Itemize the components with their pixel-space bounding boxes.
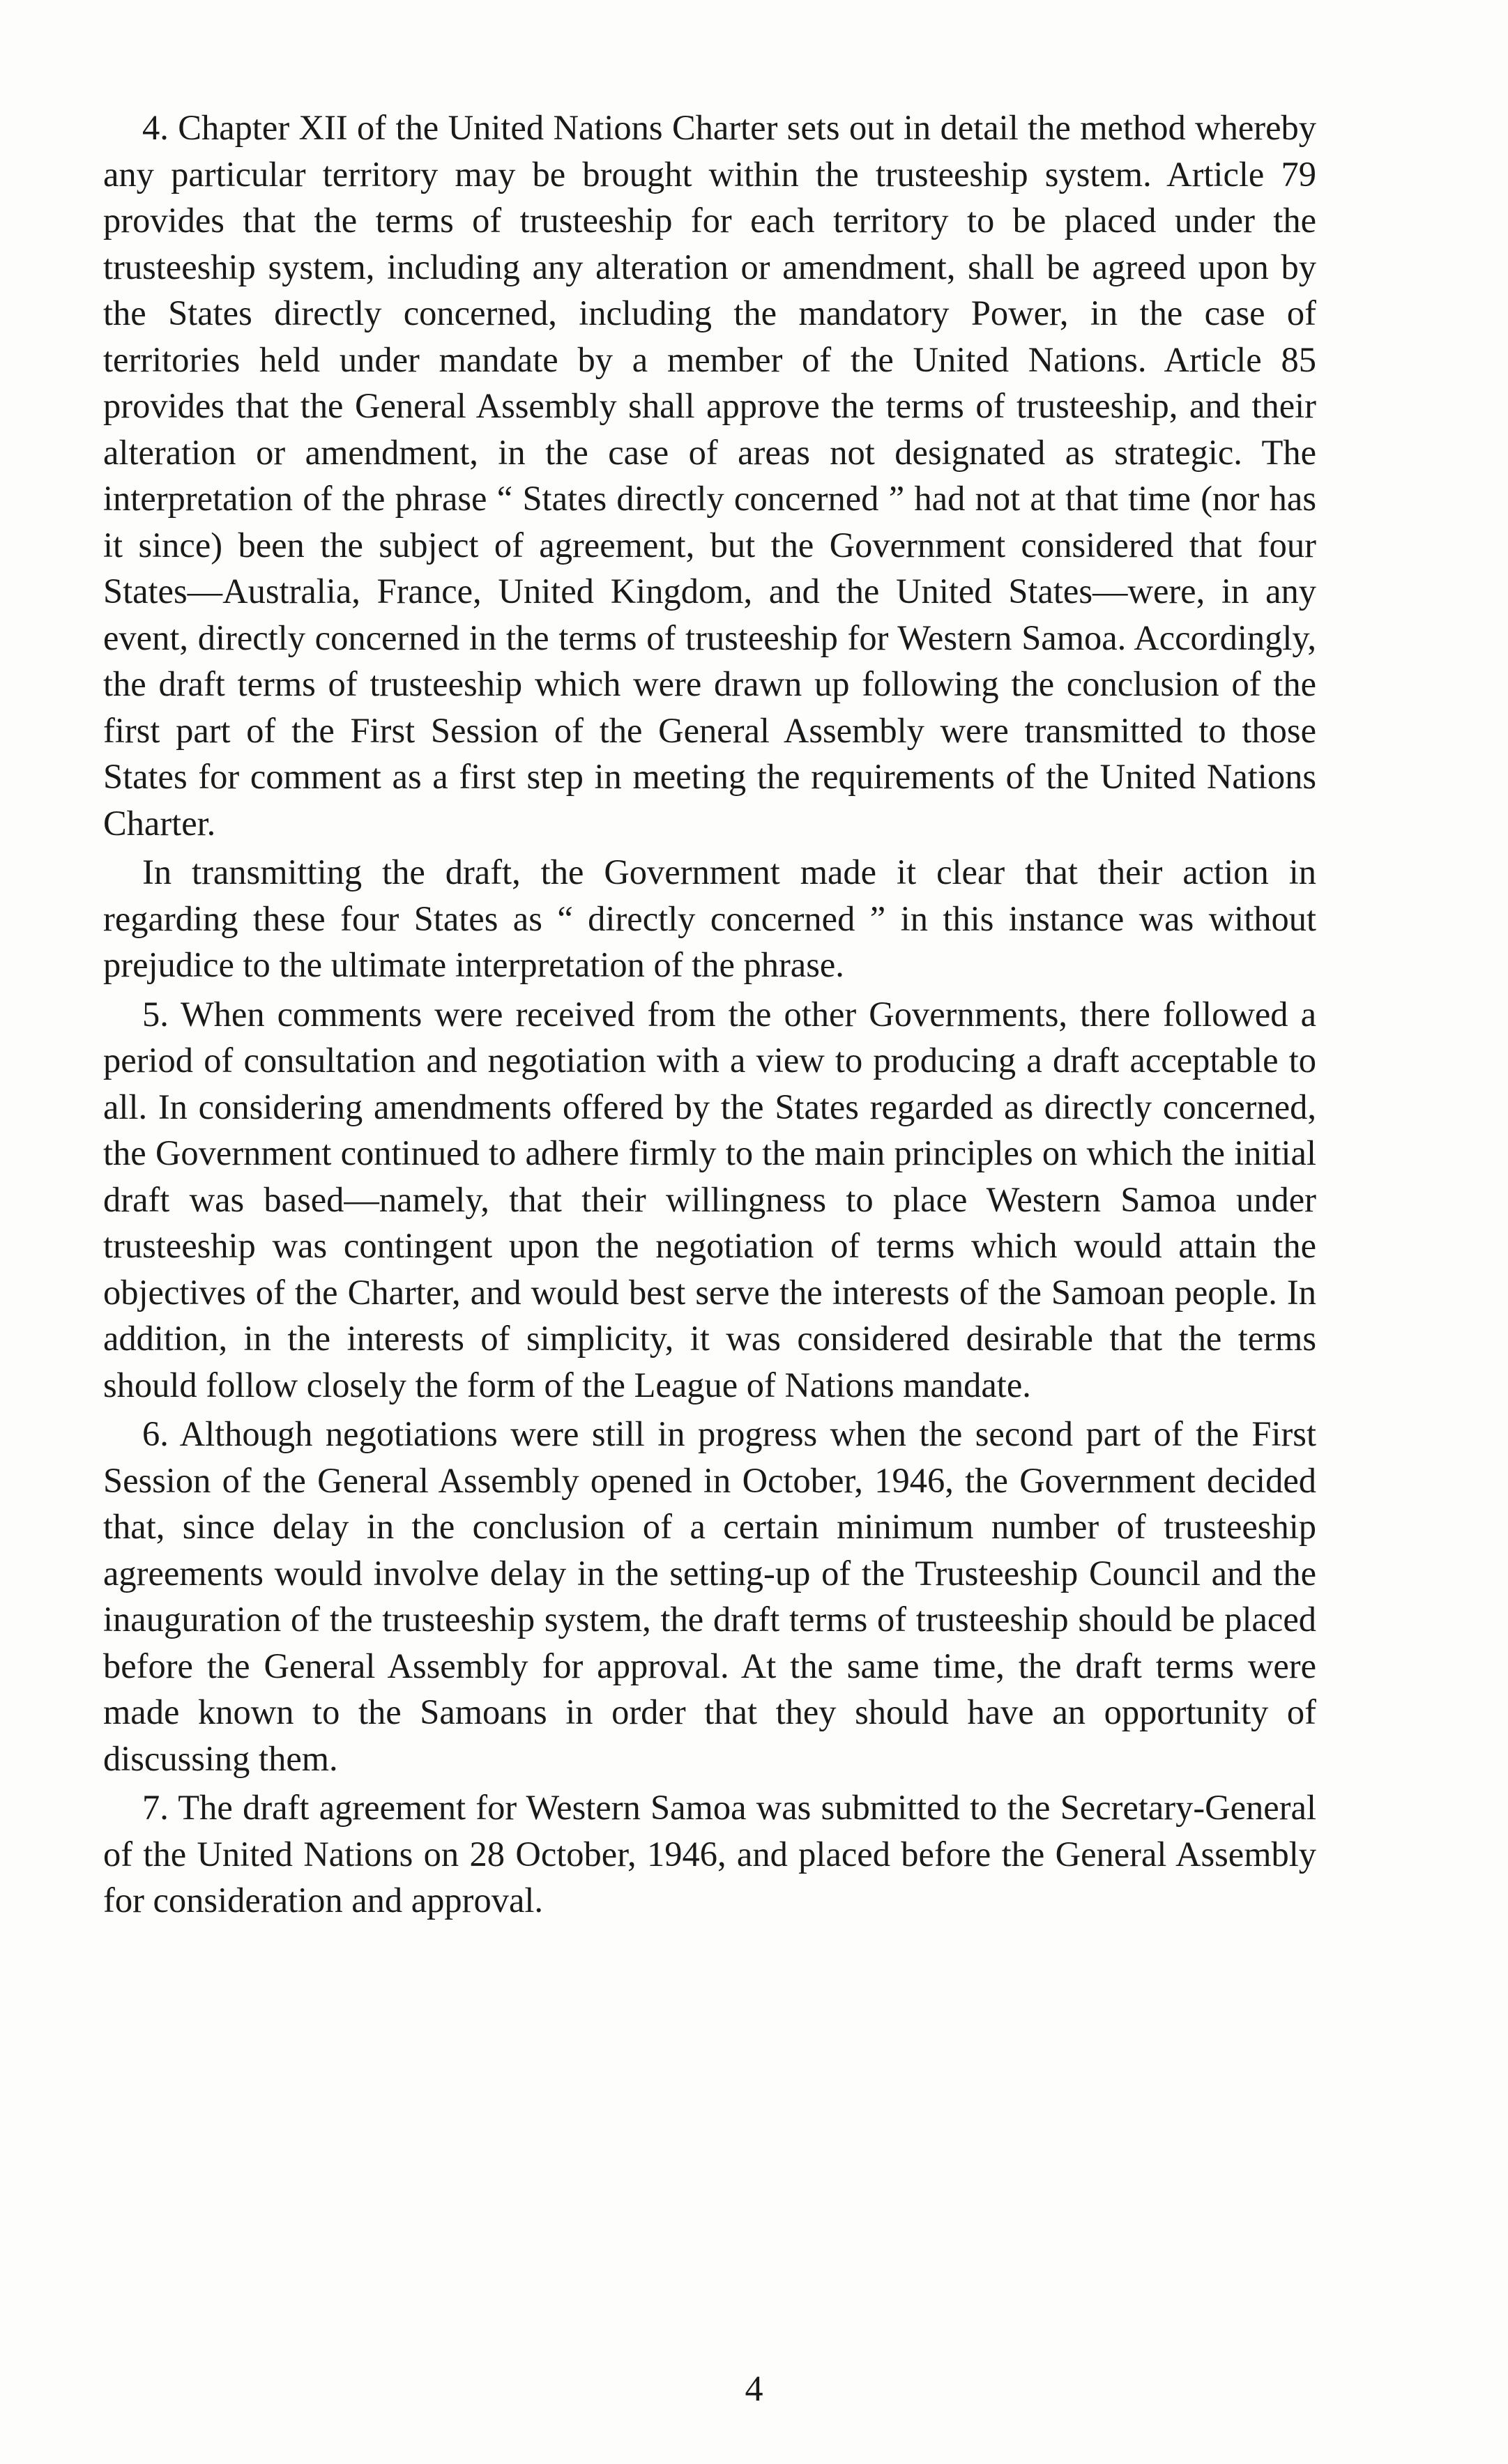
paragraph-5: 5. When comments were received from the other Governments, there followed a period of consultation and negotiation with a view to producing a draft acceptable to all. In considering amendments offered by the States regarded as directly concerned, the Government continued to adhere firmly to the main principles on which the initial draft was based—namely, that their willingness to place Western Samoa under trusteeship was contingent upon the negotiation of terms which would attain the objectives of the Charter, and would best serve the interests of the Samoan people. In addition, in the interests of simplicity, it was considered desirable that the terms should follow closely the form of the League of Nations mandate. xyxy=(103,994,1316,1405)
paragraph-4: 4. Chapter XII of the United Nations Charter sets out in detail the method whereby any particular territory may be brought within the trusteeship system. Article 79 provides that the terms of trusteeship for each territory to be placed under the trusteeship system, including any alteration or amendment, shall be agreed upon by the States directly concerned, including the mandatory Power, in the case of territories held under mandate by a member of the United Nations. Article 85 provides that the General Assembly shall approve the terms of trusteeship, and their alteration or amendment, in the case of areas not designated as strategic. The interpretation of the phrase “ States directly concerned ” had not at that time (nor has it since) been the subject of agreement, but the Government considered that four States—Australia, France, United Kingdom, and the United States—were, in any event, directly concerned in the terms of trusteeship for Western Samoa. Accordingly, the draft terms of trusteeship which were drawn up following the conclusion of the first part of the First Session of the General Assembly were transmitted to those States for comment as a first step in meeting the requirements of the United Nations Charter. xyxy=(103,108,1316,843)
paragraph-6: 6. Although negotiations were still in progress when the second part of the First Session of the General Assembly opened in October, 1946, the Government decided that, since delay in the conclusion of a certain minimum number of trusteeship agreements would involve delay in the setting-up of the Trusteeship Council and the inauguration of the trusteeship system, the draft terms of trusteeship should be placed before the General Assembly for approval. At the same time, the draft terms were made known to the Samoans in order that they should have an opportunity of discussing them. xyxy=(103,1414,1316,1778)
page-number: 4 xyxy=(745,2369,763,2409)
paragraph-7: 7. The draft agreement for Western Samoa was submitted to the Secretary-General of the United Nations on 28 October, 1946, and placed before the General Assembly for consideration and approval. xyxy=(103,1788,1316,1920)
body-text xyxy=(103,105,1316,1927)
paragraph-4-continued: In transmitting the draft, the Government made it clear that their action in regarding these four States as “ directly concerned ” in this instance was without prejudice to the ultimate interpretation of the phrase. xyxy=(103,852,1316,984)
